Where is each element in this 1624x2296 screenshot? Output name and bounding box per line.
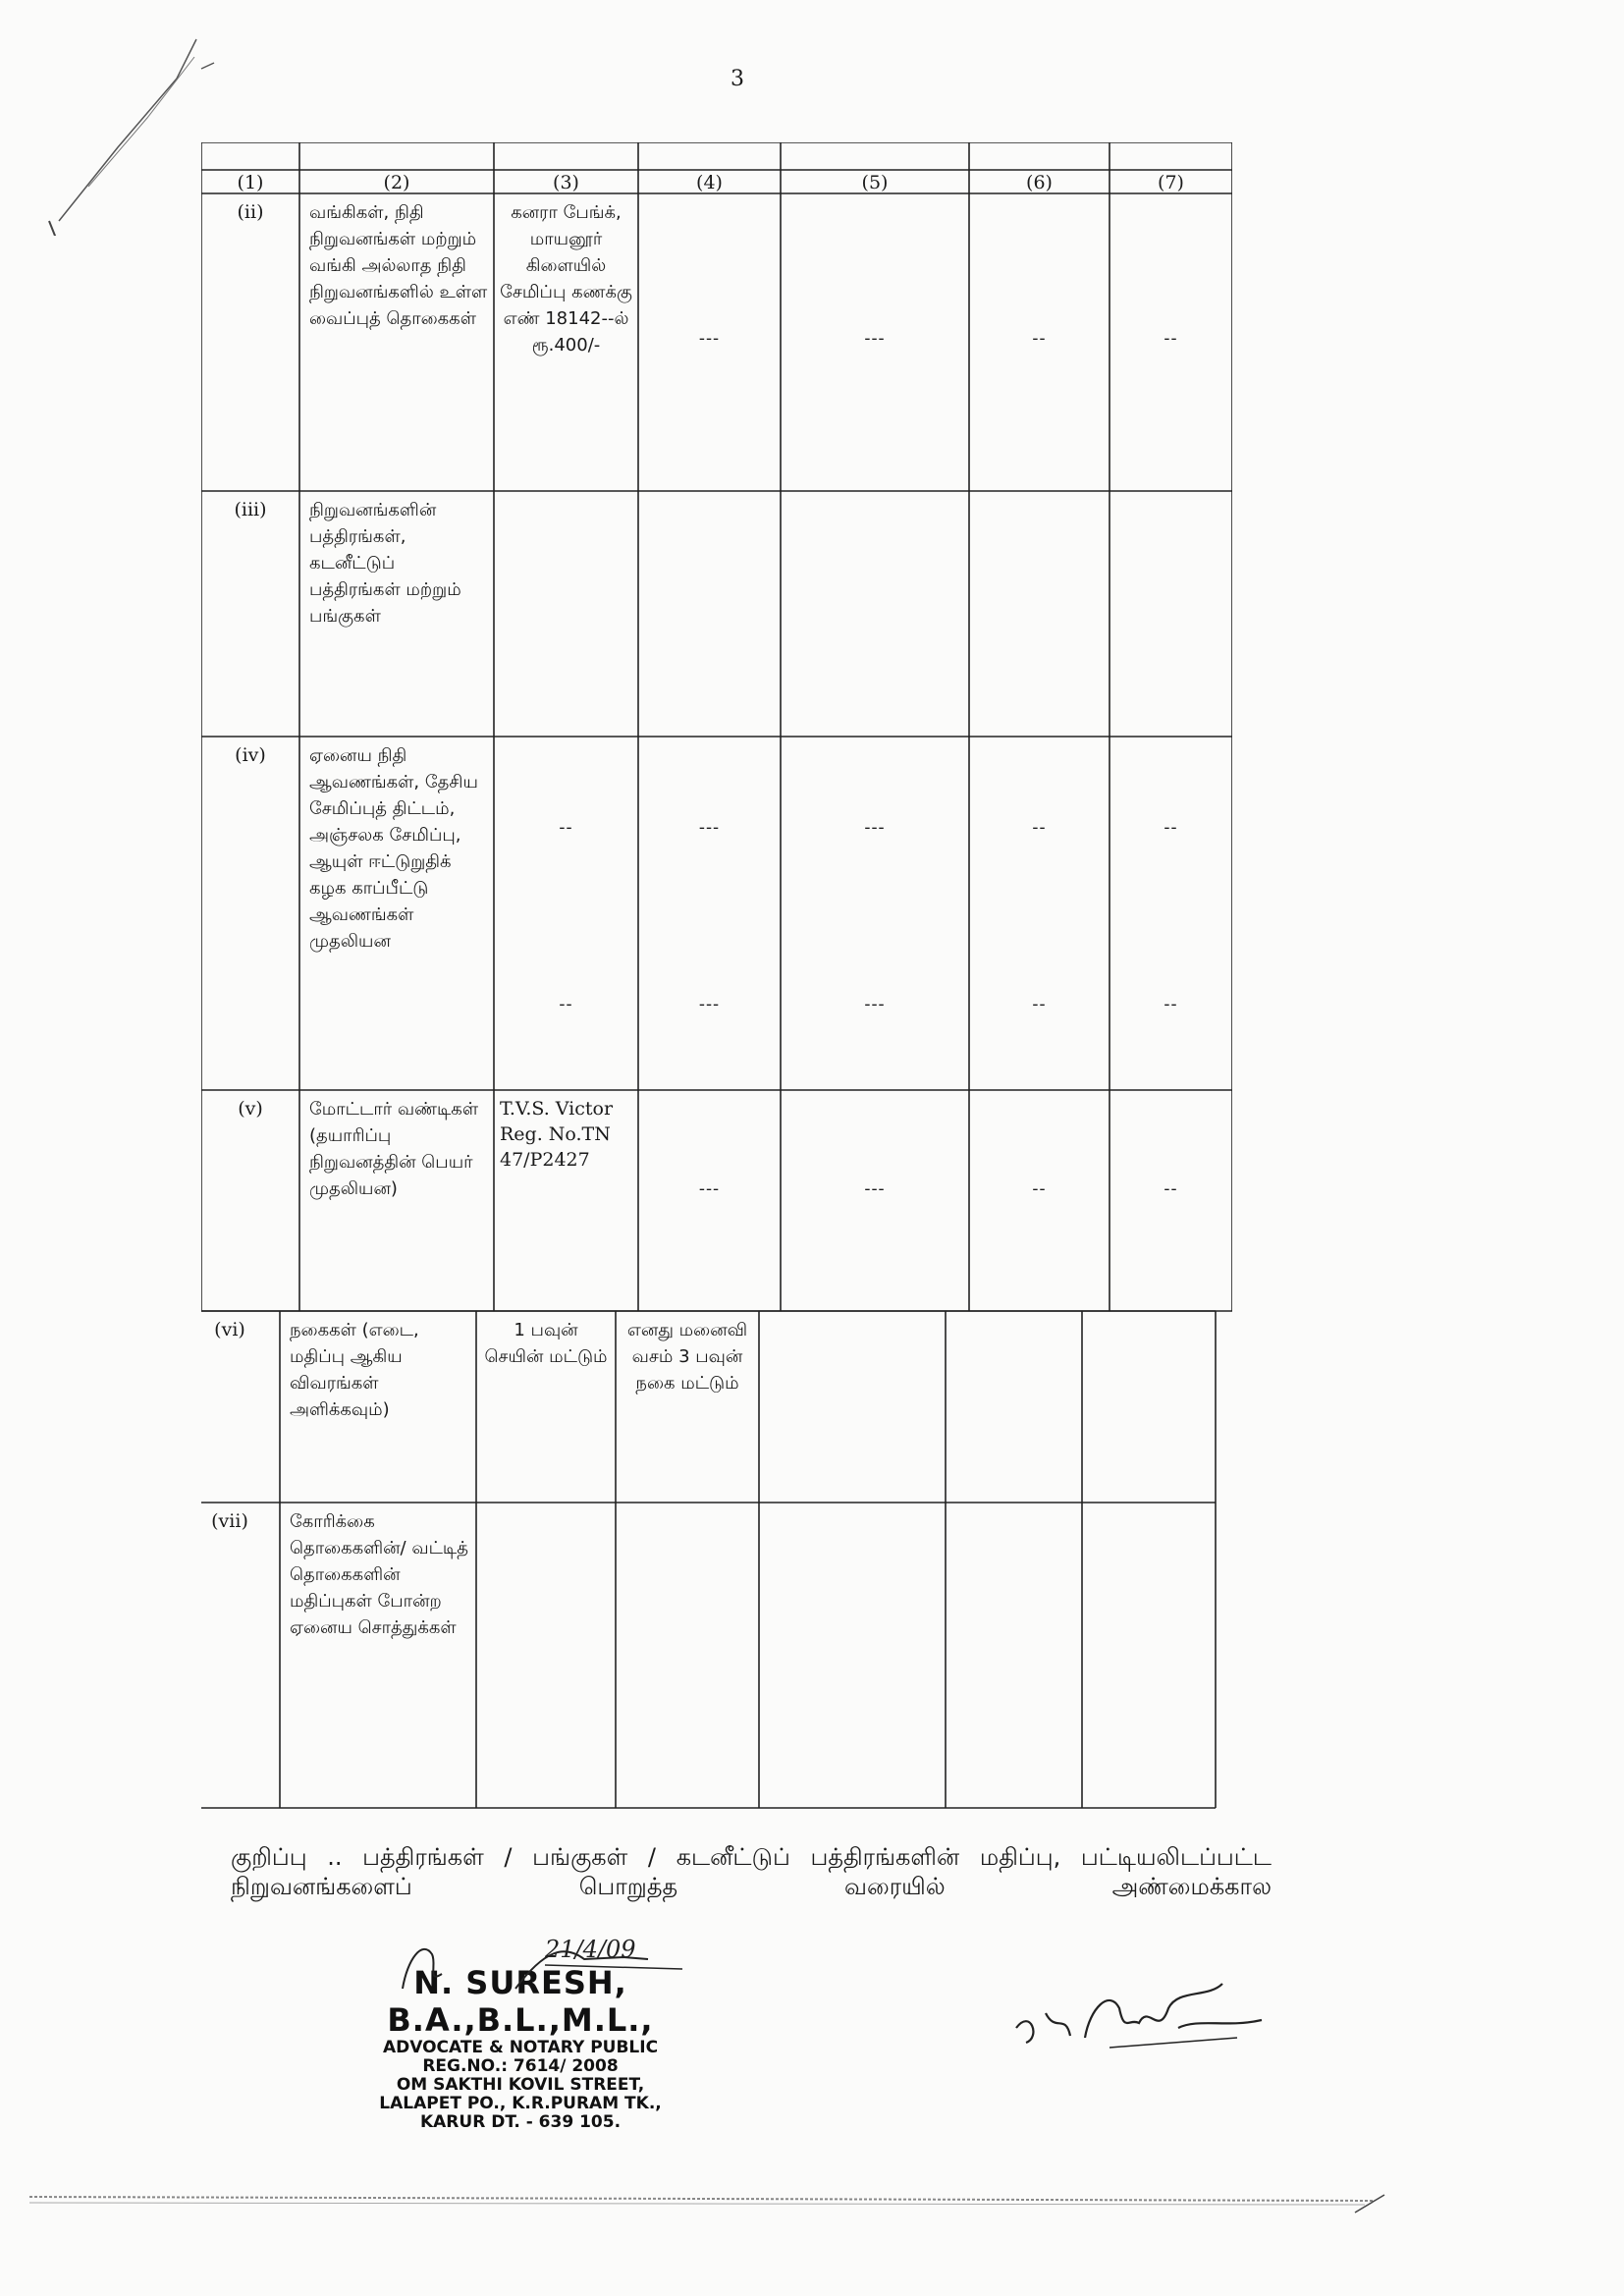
cell-col6: -- [1032, 328, 1047, 349]
cell-col4: எனது மனைவி வசம் 3 பவுன் நகை மட்டும் [626, 1320, 748, 1394]
cell-col4: --- [698, 328, 721, 349]
column-number-header: (7) [1158, 172, 1184, 193]
cell-col4: --- [698, 1178, 721, 1199]
row-number: (iv) [235, 744, 266, 766]
cell-col5 [765, 1317, 940, 1501]
cell-col5: --- [864, 817, 886, 838]
row-description: கோரிக்கை தொகைகளின்/ வட்டித் தொகைகளின் மதிப்புகள் போன்ற ஏனைய சொத்துக்கள் [290, 1511, 468, 1638]
notary-initials-signature [398, 1930, 702, 1998]
row-number: (v) [238, 1098, 263, 1120]
cell-col3: கனரா பேங்க், மாயனூர் கிளையில் சேமிப்பு கணக்கு எண் 18142--ல் ரூ.400/- [500, 202, 632, 355]
cell-col7 [1088, 1508, 1210, 1806]
cell-col5: --- [864, 994, 886, 1014]
cell-col7: -- [1164, 817, 1178, 838]
cell-col6 [951, 1317, 1076, 1501]
cell-col7 [1088, 1317, 1210, 1501]
stamp-name: N. SURESH, B.A.,B.L.,M.L., [387, 1964, 654, 2039]
cell-col6: -- [1032, 1178, 1047, 1199]
stamp-line: LALAPET PO., K.R.PURAM TK., [379, 2094, 662, 2113]
corner-pen-strokes [29, 20, 226, 236]
stamp-line: KARUR DT. - 639 105. [419, 2112, 622, 2132]
cell-col3: -- [559, 817, 573, 838]
column-number-header: (1) [237, 172, 264, 193]
cell-col5 [765, 1508, 940, 1806]
column-number-header: (5) [861, 172, 889, 193]
stamp-line: OM SAKTHI KOVIL STREET, [396, 2075, 645, 2095]
row-description: மோட்டார் வண்டிகள் (தயாரிப்பு நிறுவனத்தின் பெயர் முதலியன) [309, 1099, 479, 1199]
cell-col7: -- [1164, 994, 1178, 1014]
svg-text:21/4/09: 21/4/09 [545, 1936, 636, 1963]
column-number-header: (4) [696, 172, 723, 193]
row-description: வங்கிகள், நிதி நிறுவனங்கள் மற்றும் வங்கி அல்லாத நிதி நிறுவனங்களில் உள்ள வைப்புத் தொகைகள் [309, 202, 488, 329]
cell-col4 [622, 1508, 753, 1806]
cell-col3: T.V.S. Victor Reg. No.TN 47/P2427 [500, 1098, 614, 1171]
cell-col3: 1 பவுன் செயின் மட்டும் [484, 1320, 608, 1367]
declarant-signature [1011, 1969, 1276, 2067]
scan-edge-line [0, 2185, 1624, 2224]
cell-col5: --- [864, 1178, 886, 1199]
row-description: நகைகள் (எடை, மதிப்பு ஆகிய விவரங்கள் அளிக்கவும்) [290, 1320, 419, 1420]
cell-col6 [951, 1508, 1076, 1806]
stamp-line: ADVOCATE & NOTARY PUBLIC [382, 2038, 659, 2057]
row-number: (vi) [214, 1319, 245, 1340]
cell-col6: -- [1032, 994, 1047, 1014]
stamp-line: REG.NO.: 7614/ 2008 [422, 2056, 619, 2076]
cell-col3: -- [559, 994, 573, 1014]
row-number: (iii) [234, 499, 267, 520]
cell-col7: -- [1164, 1178, 1178, 1199]
cell-col7: -- [1164, 328, 1178, 349]
cell-col4: --- [698, 817, 721, 838]
cell-col6: -- [1032, 817, 1047, 838]
cell-col4: --- [698, 994, 721, 1014]
row-description: ஏனைய நிதி ஆவணங்கள், தேசிய சேமிப்புத் திட்டம், அஞ்சலக சேமிப்பு, ஆயுள் ஈட்டுறுதிக் கழக காப்பீட்டு ஆவணங்கள் முதலியன [309, 745, 478, 952]
cell-col5: --- [864, 328, 886, 349]
asset-declaration-table [201, 142, 1232, 1812]
row-description: நிறுவனங்களின் பத்திரங்கள், கடனீட்டுப் பத்திரங்கள் மற்றும் பங்குகள் [309, 500, 461, 627]
footnote: குறிப்பு .. பத்திரங்கள் / பங்குகள் / கடனீட்டுப் பத்திரங்களின் மதிப்பு, பட்டியலிடப்பட்ட நிறுவனங்களைப் பொறுத்த வரையில் அண்மைக்கால [231, 1843, 1272, 1900]
page-number: 3 [731, 67, 744, 91]
cell-col3 [482, 1508, 610, 1806]
row-number: (ii) [237, 201, 264, 223]
row-number: (vii) [211, 1510, 248, 1532]
column-number-header: (6) [1026, 172, 1053, 193]
column-number-header: (3) [553, 172, 579, 193]
column-number-header: (2) [383, 172, 410, 193]
